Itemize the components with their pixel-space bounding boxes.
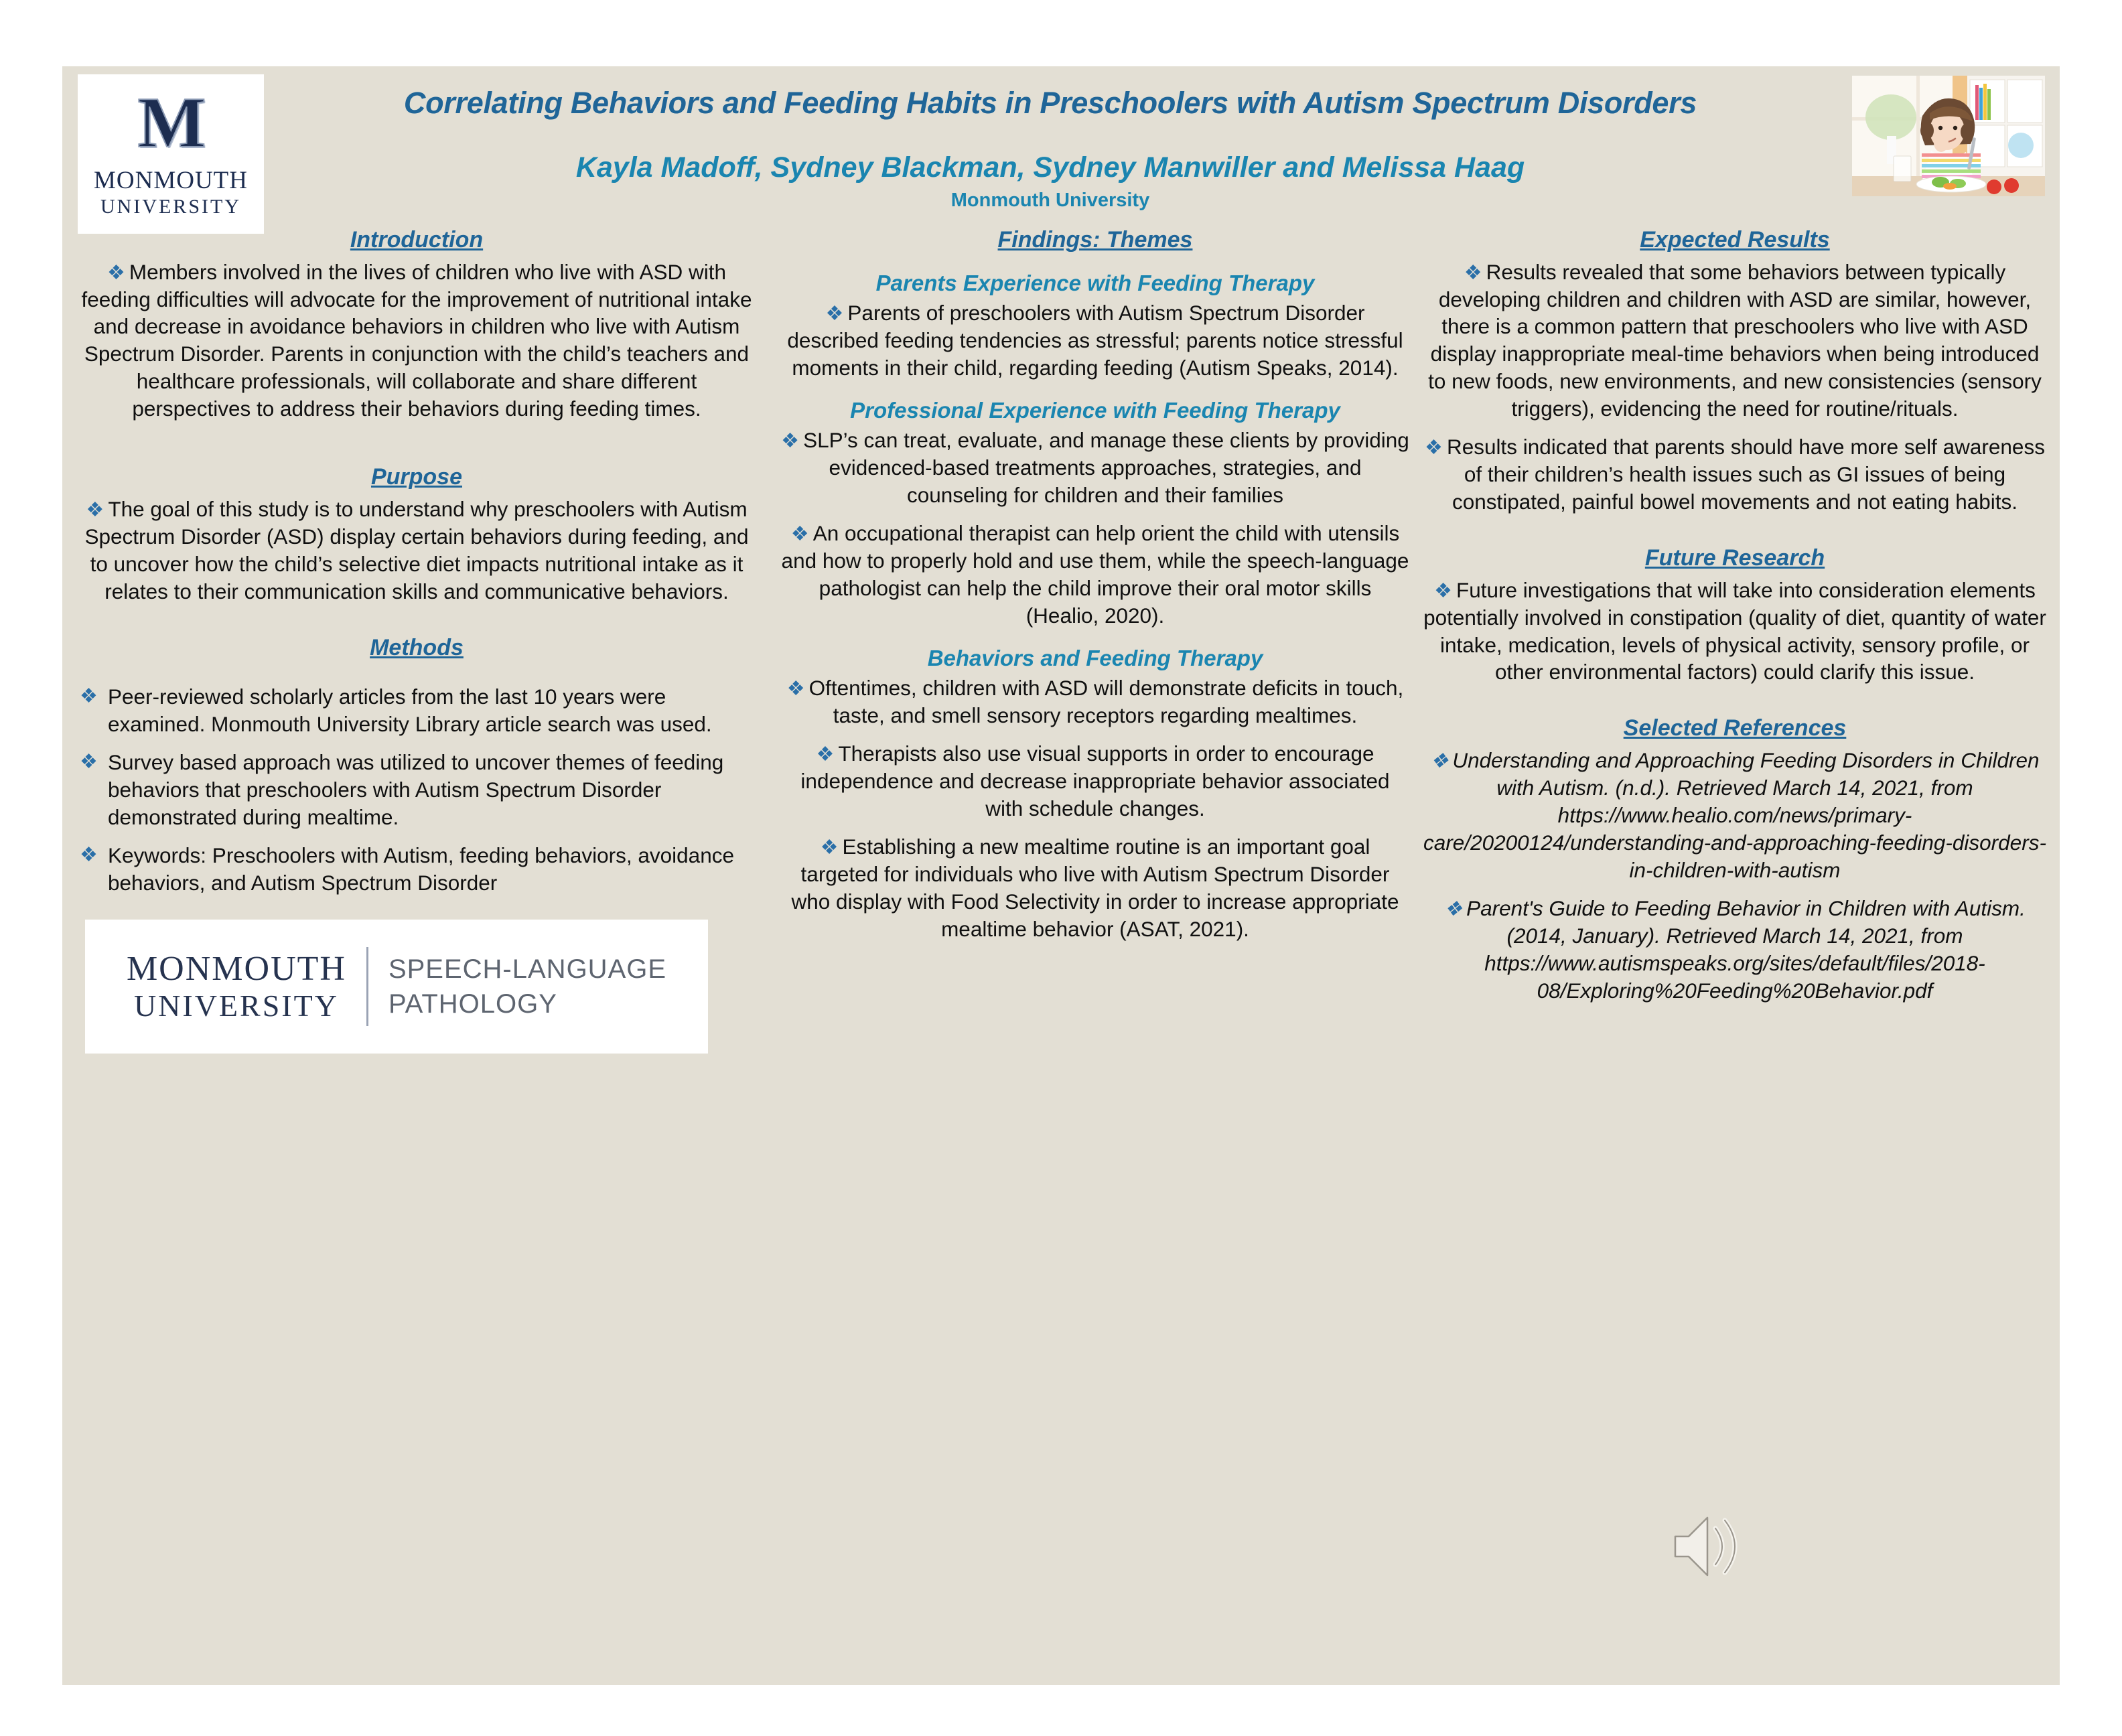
bullet-diamond-icon: ❖ bbox=[786, 677, 805, 700]
bullet-diamond-icon: ❖ bbox=[80, 843, 98, 866]
speaker-icon[interactable] bbox=[1663, 1510, 1744, 1583]
list-item bbox=[77, 496, 756, 605]
middle-column bbox=[774, 226, 1417, 1054]
bullet-diamond-icon: ❖ bbox=[1434, 579, 1452, 602]
introduction-bullets bbox=[77, 259, 756, 423]
list-item bbox=[1422, 433, 2048, 516]
monmouth-speech-language-pathology-logo bbox=[85, 920, 708, 1054]
list-item bbox=[780, 833, 1410, 943]
section-heading-selected-references: Selected References bbox=[1623, 715, 1847, 741]
list-item-text: Parents of preschoolers with Autism Spectrum Disorder described feeding tendencies as stressful; parents notice stressful moments in their child, regarding feeding (Autism Speaks, 2014). bbox=[787, 300, 1403, 380]
list-item bbox=[77, 749, 756, 831]
future-research-bullets bbox=[1422, 577, 2048, 686]
list-item-text: Peer-reviewed scholarly articles from the last 10 years were examined. Monmouth University Library article search was used. bbox=[108, 684, 712, 736]
slp-dept-line1: SPEECH-LANGUAGE bbox=[388, 954, 667, 984]
poster-canvas bbox=[62, 66, 2060, 1685]
logo-university-name: MONMOUTH bbox=[94, 166, 248, 194]
list-item bbox=[77, 842, 756, 897]
bullet-diamond-icon: ❖ bbox=[80, 685, 98, 707]
bullet-diamond-icon: ❖ bbox=[1425, 437, 1443, 459]
slp-logo-divider bbox=[366, 947, 368, 1026]
list-item bbox=[780, 740, 1410, 822]
bullet-diamond-icon: ❖ bbox=[781, 429, 800, 452]
right-column bbox=[1417, 226, 2060, 1054]
bullet-diamond-icon: ❖ bbox=[80, 750, 98, 773]
list-item-text: Oftentimes, children with ASD will demonstrate deficits in touch, taste, and smell sensory receptors regarding mealtimes. bbox=[808, 675, 1404, 727]
list-item bbox=[77, 259, 756, 423]
parents-experience-bullets bbox=[780, 299, 1410, 382]
list-item-text: Results revealed that some behaviors between typically developing children and children with ASD are similar, however, there is a common pattern that preschoolers who live with ASD display inappropriate meal-time behaviors when being introduced to new foods, new environments, and new consistencies (sensory triggers), evidencing the need for routine/rituals. bbox=[1428, 259, 2042, 421]
monmouth-m-mark: M bbox=[137, 83, 204, 163]
section-heading-future-research: Future Research bbox=[1644, 545, 1825, 571]
monmouth-logo-text bbox=[94, 166, 248, 219]
list-item-text: Survey based approach was utilized to uncover themes of feeding behaviors that preschoolers with Autism Spectrum Disorder demonstrated during mealtime. bbox=[108, 749, 724, 829]
section-heading-introduction: Introduction bbox=[350, 227, 484, 252]
bullet-diamond-icon: ❖ bbox=[1430, 749, 1449, 772]
slp-logo-department bbox=[388, 952, 666, 1021]
list-item bbox=[780, 674, 1410, 729]
list-item bbox=[780, 427, 1410, 509]
bullet-diamond-icon: ❖ bbox=[1464, 261, 1482, 284]
section-heading-findings-themes: Findings: Themes bbox=[997, 227, 1193, 252]
list-item-text: The goal of this study is to understand why preschoolers with Autism Spectrum Disorder (ASD) display certain behaviors during feeding, and to uncover how the child’s selective diet impacts nutritional intake as it relates to their communication skills and communicative behaviors. bbox=[84, 496, 749, 603]
slp-dept-line2: PATHOLOGY bbox=[388, 989, 557, 1019]
list-item-text: Results indicated that parents should have more self awareness of their children’s health issues such as GI issues of being constipated, painful bowel movements and not eating habits. bbox=[1446, 435, 2045, 514]
list-item-text: Members involved in the lives of children who live with ASD with feeding difficulties will advocate for the improvement of nutritional intake and decrease in avoidance behaviors in children who live with Autism Spectrum Disorder. Parents in conjunction with the child’s teachers and healthcare professionals, will collaborate and share different perspectives to address their behaviors during feeding times. bbox=[81, 259, 752, 421]
poster-columns bbox=[62, 226, 2060, 1054]
selected-references-bullets bbox=[1422, 747, 2048, 1005]
bullet-diamond-icon: ❖ bbox=[107, 261, 125, 284]
expected-results-bullets bbox=[1422, 259, 2048, 516]
bullet-diamond-icon: ❖ bbox=[1444, 897, 1463, 920]
list-item bbox=[1422, 895, 2048, 1005]
list-item bbox=[1422, 577, 2048, 686]
bullet-diamond-icon: ❖ bbox=[790, 522, 809, 545]
bullet-diamond-icon: ❖ bbox=[816, 743, 835, 766]
professional-experience-bullets bbox=[780, 427, 1410, 630]
list-item bbox=[77, 683, 756, 738]
child-eating-vegetables-photo bbox=[1852, 76, 2045, 196]
bullet-diamond-icon: ❖ bbox=[825, 302, 844, 325]
logo-university-word: UNIVERSITY bbox=[100, 196, 241, 218]
slp-logo-name-line1: MONMOUTH bbox=[126, 949, 346, 988]
list-item-text: Understanding and Approaching Feeding Disorders in Children with Autism. (n.d.). Retrieved March 14, 2021, from https://www.healio.com/news/primary-care/20200124/understanding-and-approaching-feeding-disorders-in-children-with-autism bbox=[1423, 747, 2046, 882]
purpose-bullets bbox=[77, 496, 756, 605]
monmouth-university-logo bbox=[78, 74, 264, 234]
list-item-text: Establishing a new mealtime routine is an important goal targeted for individuals who live with Autism Spectrum Disorder who display with Food Selectivity in order to increase appropriate mealtime behavior (ASAT, 2021). bbox=[791, 834, 1399, 941]
section-heading-expected-results: Expected Results bbox=[1640, 227, 1830, 252]
affiliation: Monmouth University bbox=[950, 189, 1150, 211]
list-item bbox=[780, 520, 1410, 630]
section-heading-methods: Methods bbox=[370, 634, 464, 660]
list-item bbox=[780, 299, 1410, 382]
slp-logo-university bbox=[127, 949, 346, 1024]
methods-bullets bbox=[77, 683, 756, 897]
author-list: Kayla Madoff, Sydney Blackman, Sydney Manwiller and Melissa Haag bbox=[575, 151, 1525, 184]
list-item-text: Keywords: Preschoolers with Autism, feeding behaviors, avoidance behaviors, and Autism Spectrum Disorder bbox=[108, 843, 734, 895]
left-column bbox=[62, 226, 774, 1054]
bullet-diamond-icon: ❖ bbox=[86, 498, 104, 521]
slp-logo-name-line2: UNIVERSITY bbox=[133, 988, 339, 1023]
list-item-text: SLP’s can treat, evaluate, and manage these clients by providing evidenced-based treatments approaches, strategies, and counseling for children and their families bbox=[803, 427, 1409, 507]
behaviors-feeding-therapy-bullets bbox=[780, 674, 1410, 943]
list-item-text: An occupational therapist can help orient the child with utensils and how to properly hold and use them, while the speech-language pathologist can help the child improve their oral motor skills (Healio, 2020). bbox=[781, 520, 1409, 628]
section-heading-purpose: Purpose bbox=[370, 464, 463, 490]
page-title: Correlating Behaviors and Feeding Habits in Preschoolers with Autism Spectrum Disorders bbox=[403, 86, 1697, 120]
subheading-behaviors-feeding-therapy: Behaviors and Feeding Therapy bbox=[927, 645, 1263, 670]
list-item bbox=[1422, 259, 2048, 423]
subheading-parents-experience: Parents Experience with Feeding Therapy bbox=[875, 270, 1315, 295]
bullet-diamond-icon: ❖ bbox=[820, 836, 839, 859]
list-item bbox=[1422, 747, 2048, 884]
list-item-text: Parent's Guide to Feeding Behavior in Children with Autism. (2014, January). Retrieved March 14, 2021, from https://www.autismspeaks.org/sites/default/files/2018-08/Exploring%20Feeding%20Behavior.pdf bbox=[1466, 895, 2026, 1003]
subheading-professional-experience: Professional Experience with Feeding Therapy bbox=[850, 397, 1340, 423]
title-block bbox=[283, 85, 1817, 212]
list-item-text: Future investigations that will take into consideration elements potentially involved in constipation (quality of diet, quantity of water intake, medication, levels of physical activity, sensory profile, or other environmental factors) could clarify this issue. bbox=[1423, 577, 2046, 684]
list-item-text: Therapists also use visual supports in order to encourage independence and decrease inappropriate behavior associated with schedule changes. bbox=[800, 741, 1390, 820]
